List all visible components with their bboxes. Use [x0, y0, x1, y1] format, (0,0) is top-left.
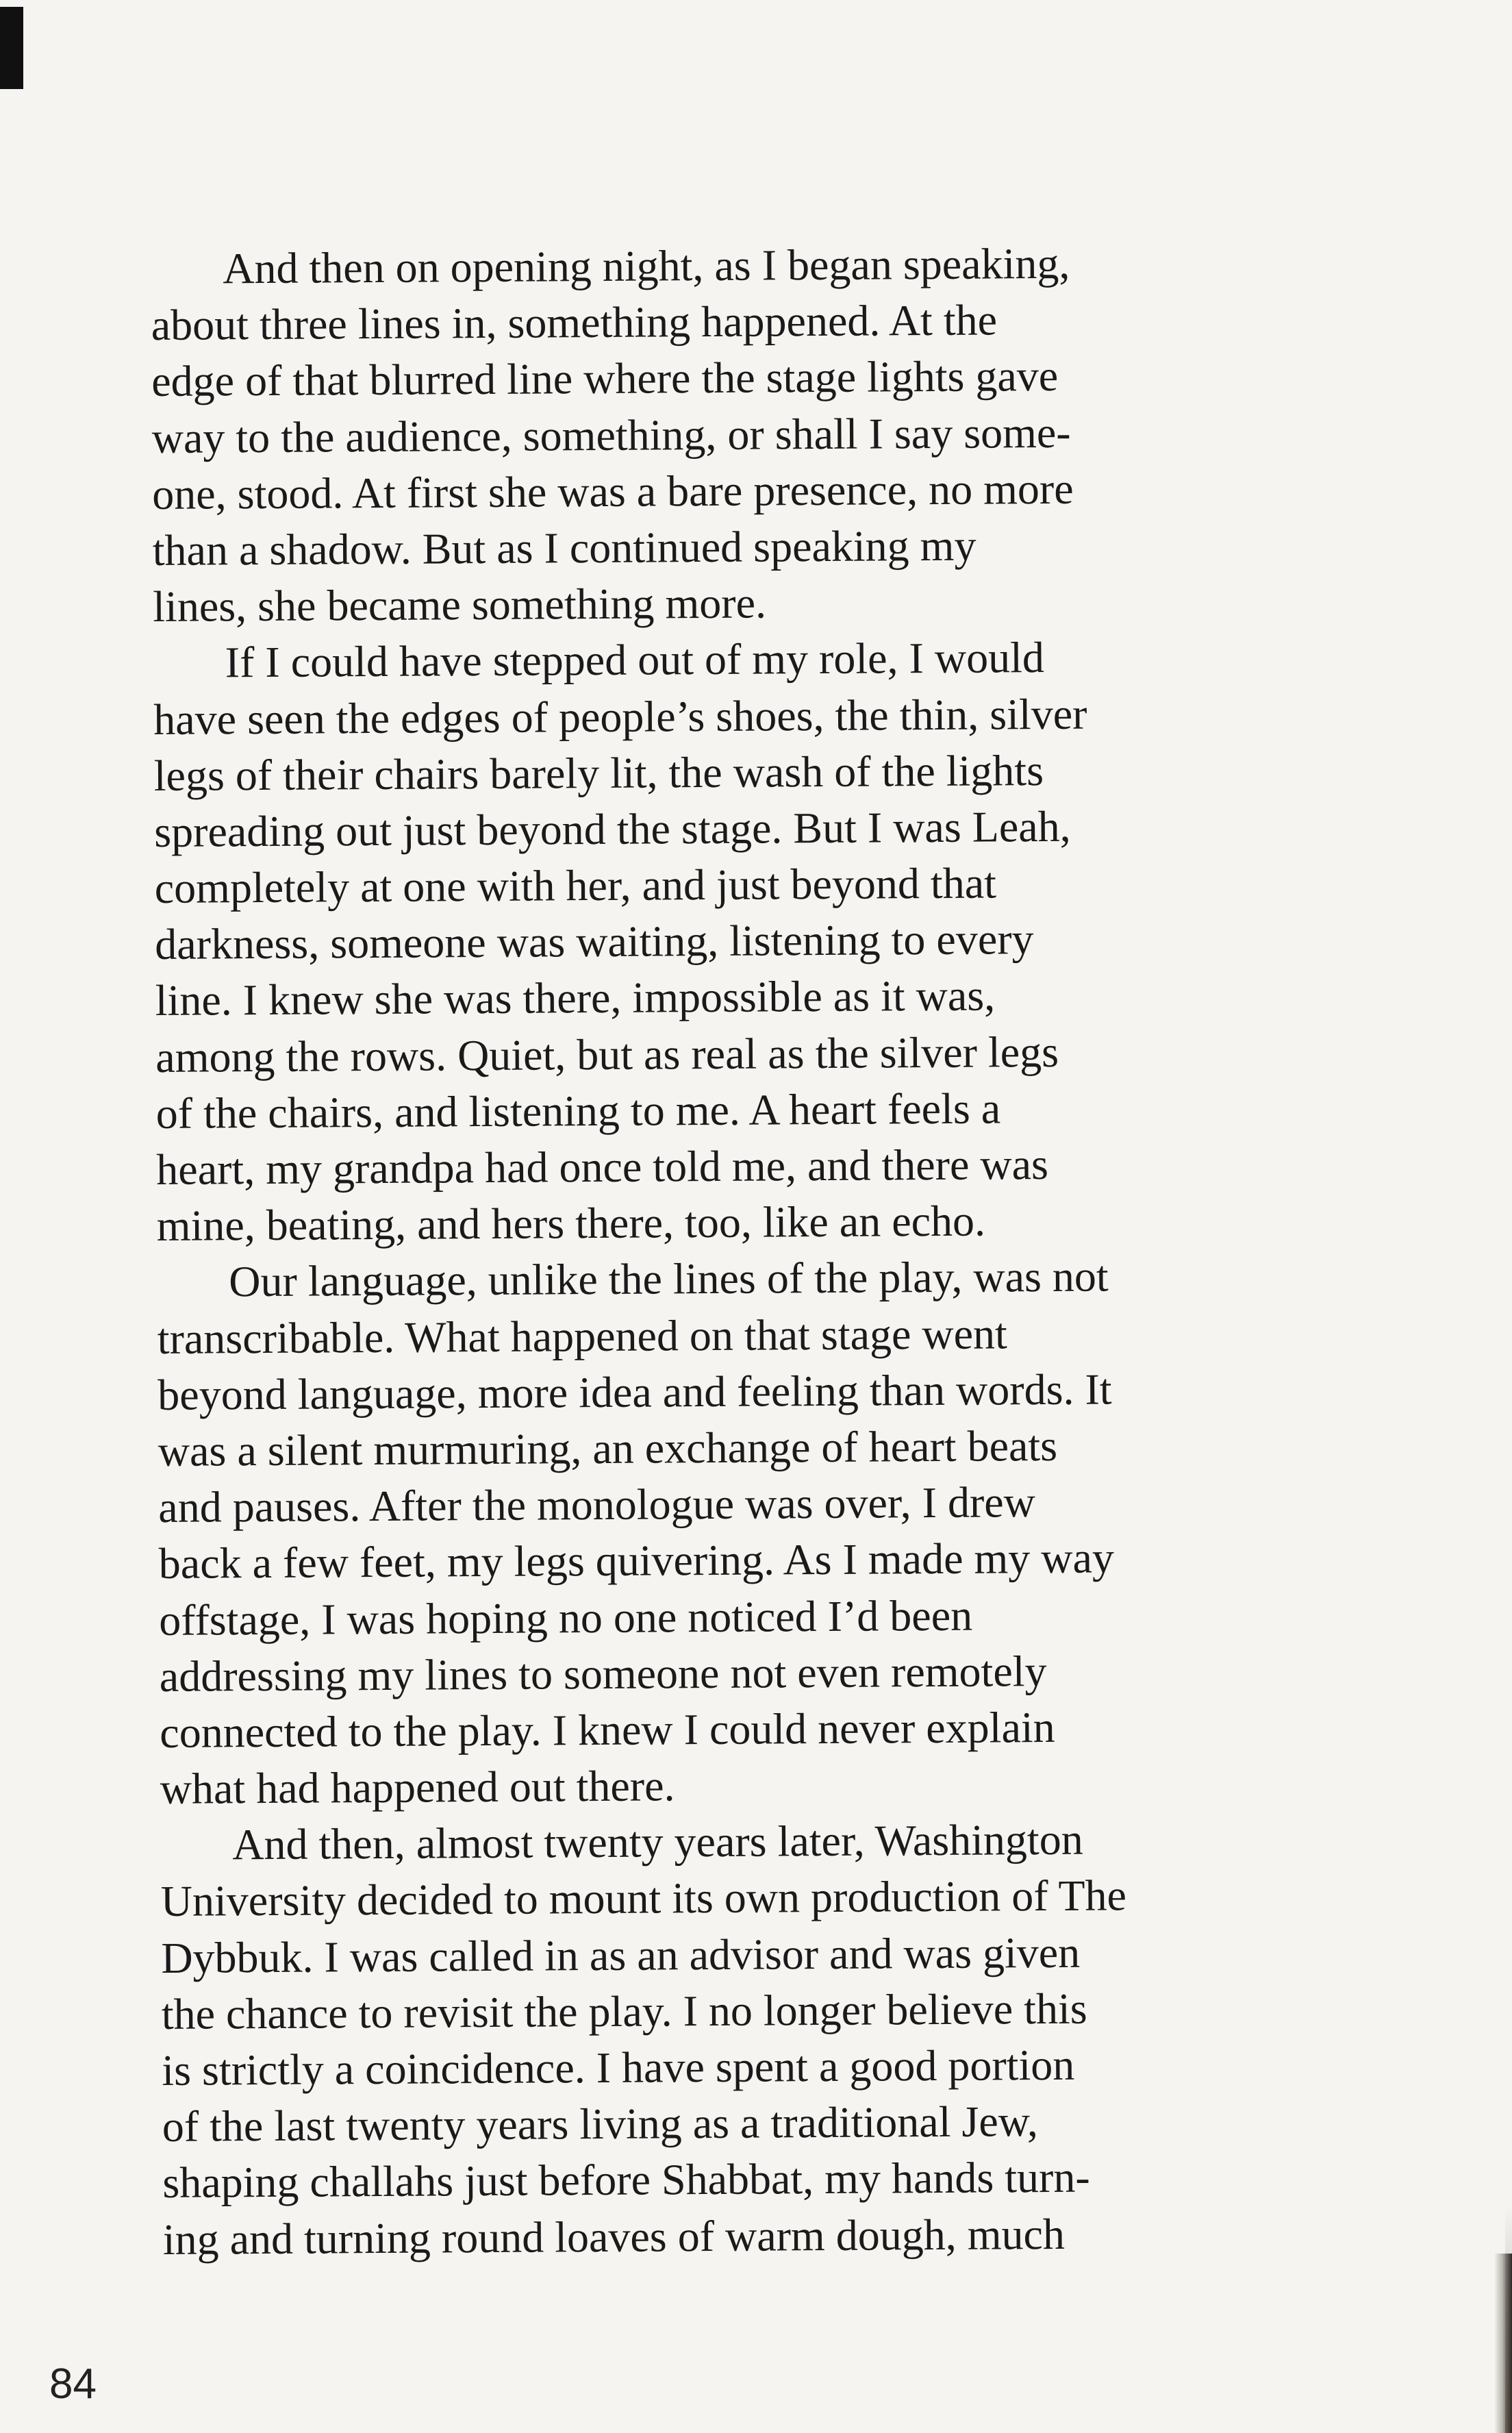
- text-line: spreading out just beyond the stage. But I was Leah,: [154, 801, 1071, 856]
- text-line: heart, my grandpa had once told me, and there was: [156, 1140, 1049, 1194]
- text-line: than a shadow. But as I continued speaking my: [152, 521, 977, 575]
- text-line: And then, almost twenty years later, Washington: [232, 1814, 1083, 1869]
- text-line: transcribable. What happened on that stage went: [157, 1308, 1008, 1363]
- text-line: mine, beating, and hers there, too, like an echo.: [156, 1196, 986, 1251]
- text-line: the chance to revisit the play. I no longer believe this: [161, 1984, 1087, 2038]
- paragraph-2: [153, 627, 1376, 1254]
- text-line: was a silent murmuring, an exchange of heart beats: [158, 1421, 1058, 1475]
- text-line: and pauses. After the monologue was over, I drew: [158, 1477, 1036, 1532]
- paragraph-3: [157, 1247, 1379, 1817]
- text-line: of the last twenty years living as a traditional Jew,: [162, 2097, 1039, 2151]
- text-line: way to the audience, something, or shall I say some-: [151, 408, 1071, 462]
- text-line: beyond language, more idea and feeling than words. It: [158, 1364, 1112, 1419]
- paragraph-4: [160, 1810, 1382, 2267]
- text-line: offstage, I was hoping no one noticed I’d been: [159, 1590, 973, 1645]
- text-line: one, stood. At first she was a bare presence, no more: [152, 464, 1074, 519]
- text-line: darkness, someone was waiting, listening to every: [155, 914, 1034, 969]
- text-line: completely at one with her, and just beyond that: [154, 858, 997, 913]
- text-line: among the rows. Quiet, but as real as the silver legs: [155, 1027, 1059, 1082]
- text-line: addressing my lines to someone not even remotely: [159, 1646, 1047, 1701]
- paragraph-1: [151, 234, 1372, 635]
- text-line: University decided to mount its own production of The: [160, 1871, 1127, 1926]
- text-line: ing and turning round loaves of warm dough, much: [162, 2209, 1066, 2264]
- text-line: Dybbuk. I was called in as an advisor and was given: [161, 1927, 1081, 1982]
- text-line: about three lines in, something happened. At the: [151, 295, 998, 350]
- text-line: connected to the play. I knew I could never explain: [160, 1702, 1055, 1757]
- text-line: have seen the edges of people’s shoes, the thin, silver: [153, 689, 1087, 744]
- text-line: Our language, unlike the lines of the play, was not: [229, 1251, 1109, 1306]
- text-line: If I could have stepped out of my role, I would: [225, 633, 1045, 687]
- body-text: [151, 234, 1383, 2337]
- text-line: back a few feet, my legs quivering. As I made my way: [158, 1533, 1115, 1588]
- text-line: of the chairs, and listening to me. A heart feels a: [155, 1084, 1001, 1138]
- text-line: legs of their chairs barely lit, the wash of the lights: [153, 745, 1044, 800]
- text-line: lines, she became something more.: [153, 578, 767, 632]
- text-line: is strictly a coincidence. I have spent a good portion: [162, 2040, 1075, 2095]
- text-line: shaping challahs just before Shabbat, my hands turn-: [162, 2153, 1090, 2208]
- binding-edge-mark: [0, 7, 23, 89]
- page-corner-shadow: [1505, 2206, 1512, 2433]
- text-line: edge of that blurred line where the stage lights gave: [151, 351, 1059, 406]
- text-line: what had happened out there.: [160, 1761, 675, 1814]
- text-line: line. I knew she was there, impossible as it was,: [155, 971, 996, 1025]
- page-number: 84: [49, 2360, 97, 2408]
- text-line: And then on opening night, as I began speaking,: [223, 238, 1070, 293]
